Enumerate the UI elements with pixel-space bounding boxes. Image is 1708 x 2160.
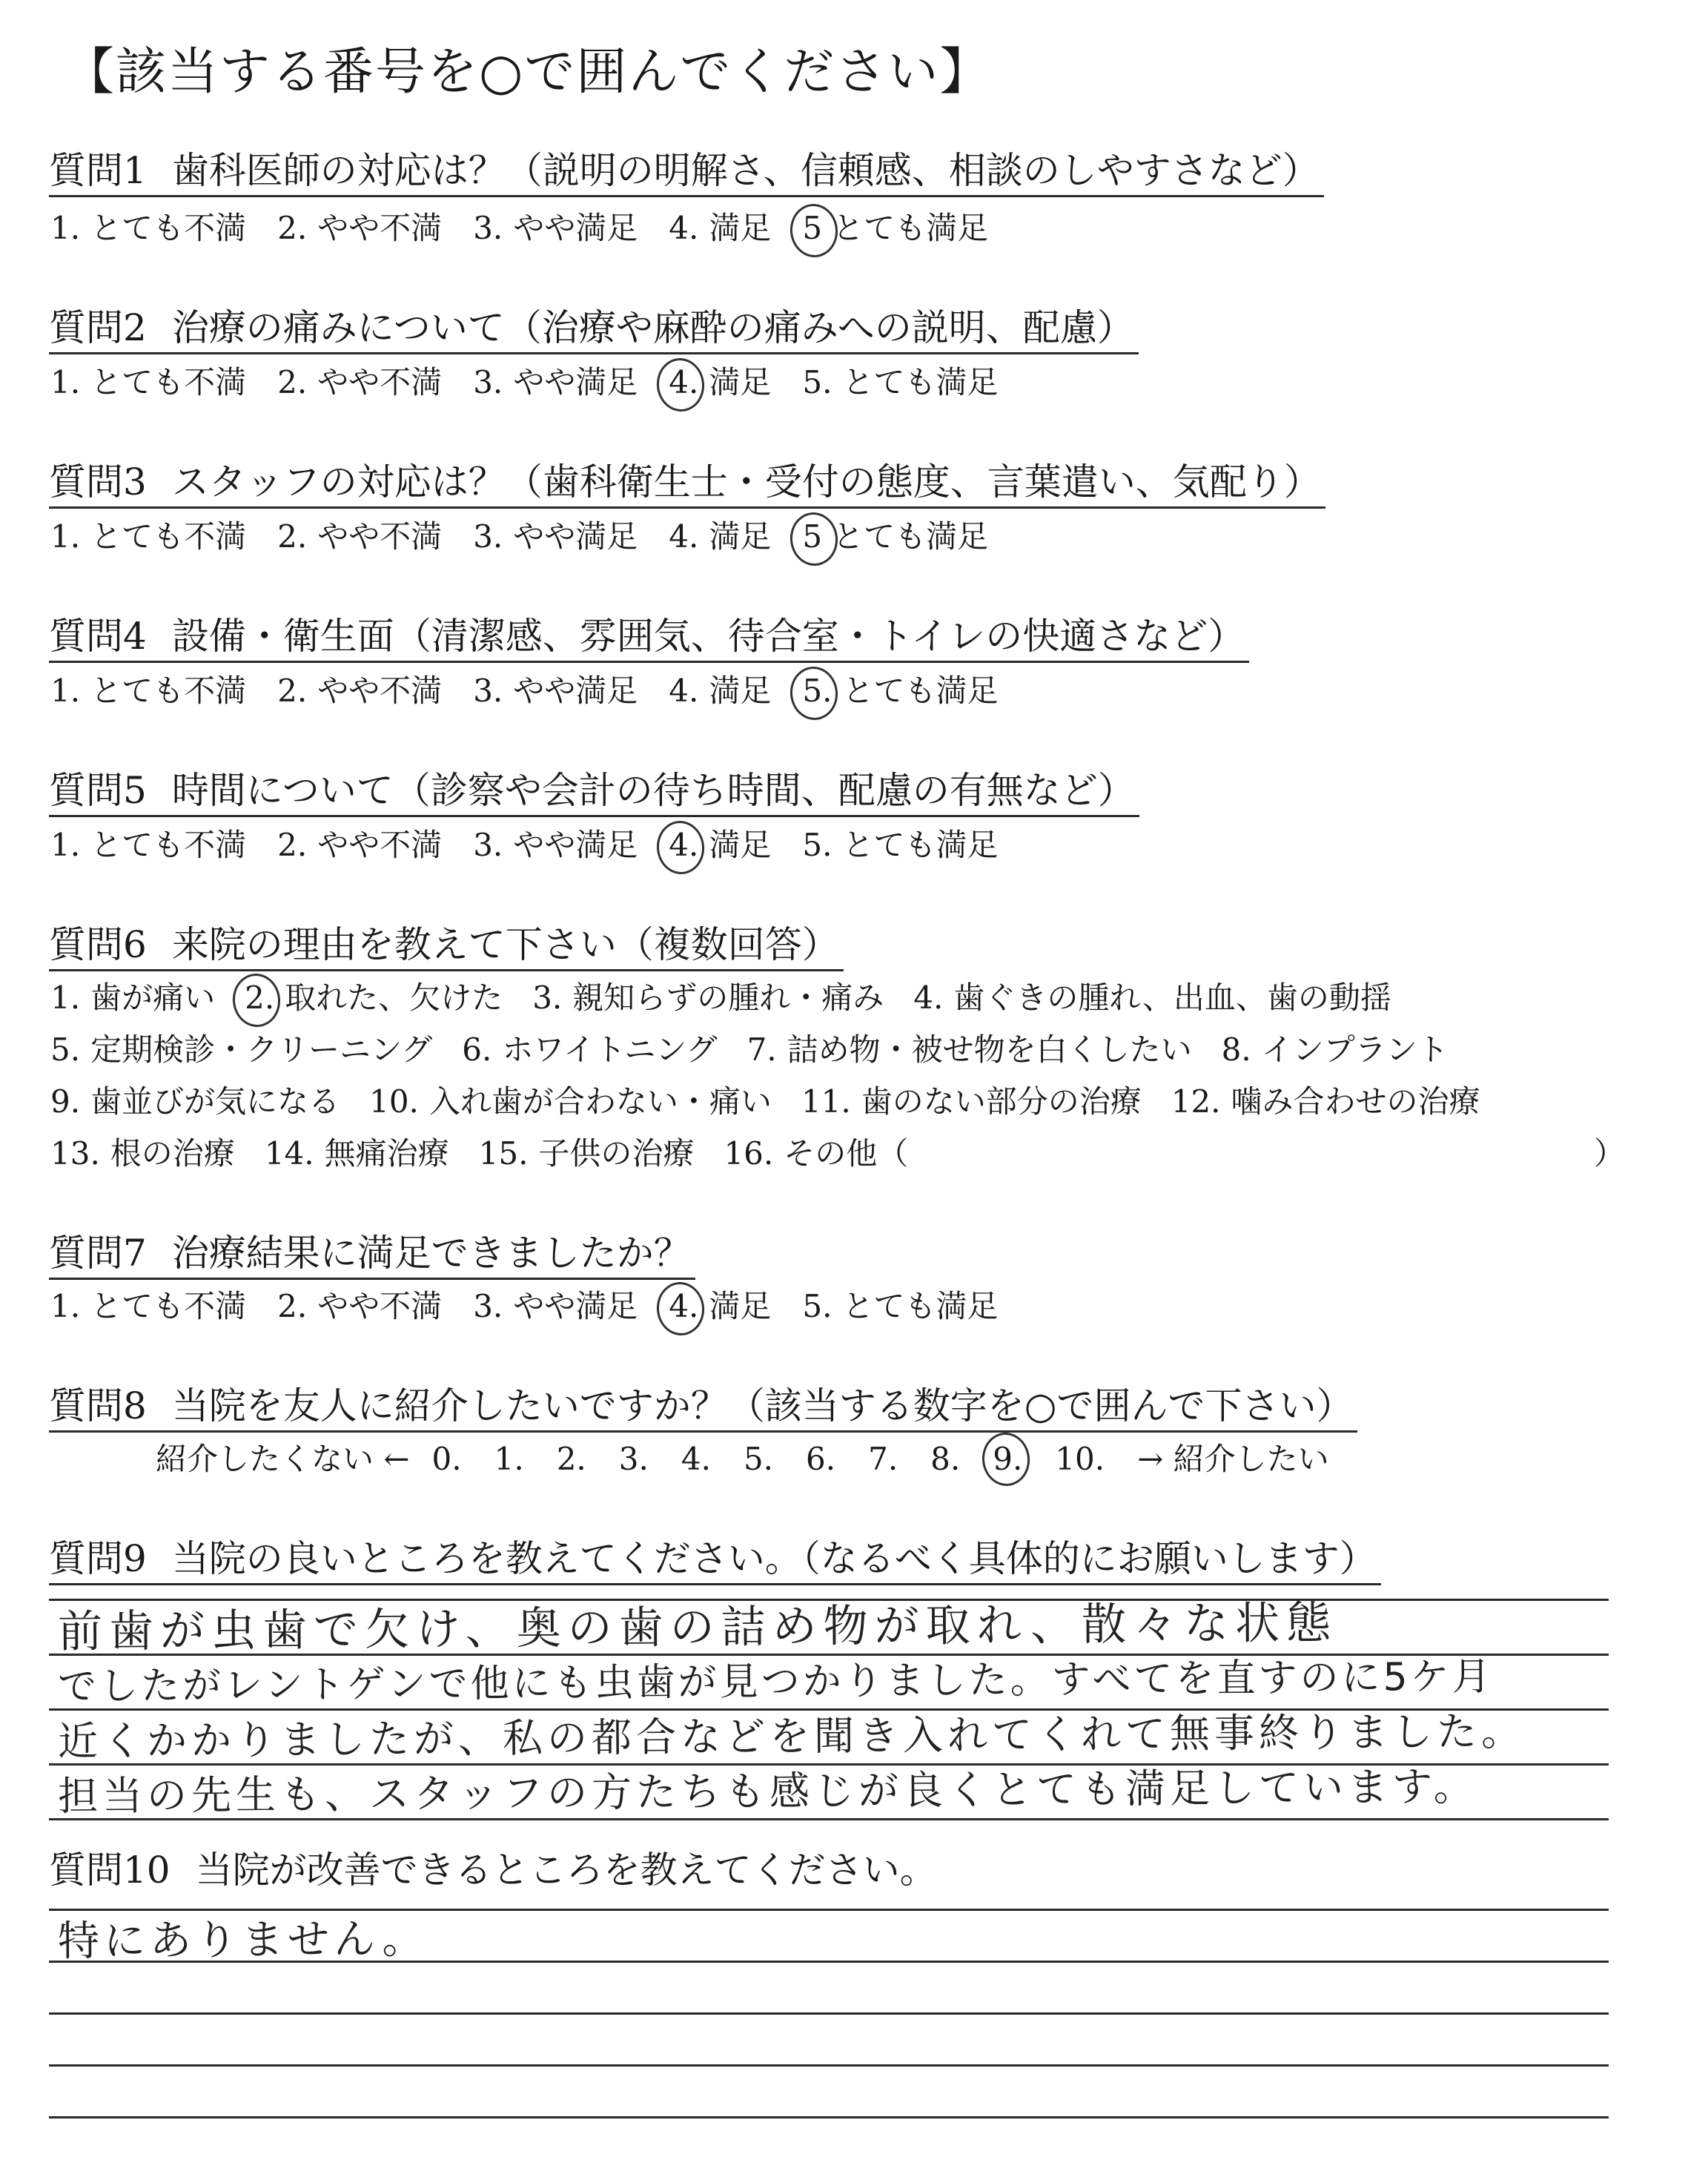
option-5[interactable] xyxy=(802,670,998,712)
question-6-other-close: ） xyxy=(1594,1135,1626,1172)
option-number: 3. xyxy=(473,364,503,400)
option-number-circled: 5 xyxy=(802,210,823,246)
scale-number[interactable]: 2. xyxy=(556,1441,586,1477)
question-10-number: 質問10 xyxy=(49,1849,171,1892)
question-1-title xyxy=(49,148,1324,193)
reason-option-13[interactable] xyxy=(50,1133,235,1175)
option-label: ホワイトニング xyxy=(502,1031,718,1068)
reason-option-8[interactable] xyxy=(1222,1029,1449,1071)
reason-option-14[interactable] xyxy=(265,1133,449,1175)
question-2-text: 治療の痛みについて（治療や麻酔の痛みへの説明、配慮） xyxy=(171,306,1134,349)
option-label: とても不満 xyxy=(90,518,247,555)
option-number: 3. xyxy=(473,673,503,709)
question-1-text: 歯科医師の対応は？（説明の明解さ、信頼感、相談のしやすさなど） xyxy=(171,149,1320,192)
option-3[interactable] xyxy=(473,208,638,249)
reason-option-9[interactable] xyxy=(50,1081,340,1123)
option-number: 1. xyxy=(50,980,81,1016)
question-3-options xyxy=(50,516,1019,558)
option-number: 1. xyxy=(50,673,81,709)
option-label: 満足 xyxy=(709,364,772,400)
option-4[interactable] xyxy=(669,362,771,403)
option-2[interactable] xyxy=(277,362,442,403)
option-label: 取れた、欠けた xyxy=(285,980,503,1016)
question-5-options xyxy=(50,825,1029,866)
option-number: 10. xyxy=(369,1083,419,1120)
option-label: やや不満 xyxy=(317,364,443,400)
reason-option-7[interactable] xyxy=(747,1029,1192,1071)
option-number: 3. xyxy=(473,1288,503,1324)
question-3-title xyxy=(49,460,1325,504)
option-label: とても満足 xyxy=(842,827,999,863)
question-8-title xyxy=(49,1384,1357,1428)
scale-number[interactable]: 8. xyxy=(930,1441,961,1477)
option-number: 3. xyxy=(473,827,503,863)
option-label: 満足 xyxy=(709,673,772,709)
scale-number[interactable]: 1. xyxy=(494,1441,524,1477)
option-number: 3. xyxy=(532,980,563,1016)
scale-number[interactable]: 4. xyxy=(681,1441,711,1477)
option-label: とても満足 xyxy=(833,518,989,555)
option-2[interactable] xyxy=(277,1286,442,1327)
question-6-title xyxy=(49,922,844,967)
option-number-circled: 2. xyxy=(245,980,275,1016)
option-number: 3. xyxy=(473,518,503,555)
option-label: 歯が痛い xyxy=(90,980,216,1016)
question-7-number: 質問7 xyxy=(49,1232,147,1275)
option-number: 2. xyxy=(277,518,308,555)
instruction-heading: 【該当する番号を○で囲んでください】 xyxy=(64,43,992,102)
option-number: 2. xyxy=(277,673,308,709)
option-number: 6. xyxy=(462,1031,492,1068)
option-1[interactable] xyxy=(50,208,246,249)
option-label: 定期検診・クリーニング xyxy=(90,1031,433,1068)
option-label: やや満足 xyxy=(513,364,638,400)
option-5[interactable] xyxy=(802,208,988,249)
option-number: 4. xyxy=(669,518,699,555)
option-1[interactable] xyxy=(50,362,246,403)
option-4[interactable] xyxy=(669,1286,771,1327)
reason-option-10[interactable] xyxy=(369,1081,772,1123)
question-9-number: 質問9 xyxy=(49,1537,147,1580)
scale-number[interactable]: 10. xyxy=(1055,1441,1105,1477)
option-label: とても不満 xyxy=(90,364,247,400)
question-6-text: 来院の理由を教えて下さい（複数回答） xyxy=(171,923,839,966)
option-number: 2. xyxy=(277,1288,308,1324)
reason-option-3[interactable] xyxy=(532,977,884,1019)
reason-option-6[interactable] xyxy=(462,1029,717,1071)
scale-right-label: → 紹介したい xyxy=(1137,1441,1329,1477)
option-label: とても満足 xyxy=(833,210,989,246)
reason-option-11[interactable] xyxy=(801,1081,1142,1123)
option-label: とても満足 xyxy=(842,364,999,400)
question-6-row-4 xyxy=(50,1133,938,1175)
question-9-answer-line-3: 近くかかりましたが、私の都合などを聞き入れてくれて無事終りました。 xyxy=(57,1708,1526,1765)
question-7-options xyxy=(50,1286,1029,1327)
question-2-title xyxy=(49,305,1139,350)
option-number: 14. xyxy=(264,1135,314,1172)
question-6-number: 質問6 xyxy=(49,923,147,966)
option-label: その他（ xyxy=(784,1135,909,1172)
option-number-circled: 4. xyxy=(669,1288,699,1324)
option-number-circled: 4. xyxy=(669,827,699,863)
question-8-text: 当院を友人に紹介したいですか？（該当する数字を○で囲んで下さい） xyxy=(171,1384,1354,1427)
option-number: 11. xyxy=(801,1083,851,1120)
question-6-row-2 xyxy=(50,1029,1478,1071)
reason-option-4[interactable] xyxy=(913,977,1391,1019)
option-number: 8. xyxy=(1221,1031,1251,1068)
question-5-text: 時間について（診察や会計の待ち時間、配慮の有無など） xyxy=(171,769,1135,812)
scale-number[interactable]: 6. xyxy=(806,1441,836,1477)
option-label: やや不満 xyxy=(317,210,443,246)
option-label: やや不満 xyxy=(317,827,443,863)
option-number-circled: 4. xyxy=(669,364,699,400)
question-4-text: 設備・衛生面（清潔感、雰囲気、待合室・トイレの快適さなど） xyxy=(171,615,1245,658)
option-number: 5. xyxy=(802,827,833,863)
question-3-number: 質問3 xyxy=(49,460,147,503)
option-label: とても不満 xyxy=(90,210,247,246)
option-number: 1. xyxy=(50,1288,81,1324)
option-5[interactable] xyxy=(802,825,998,866)
option-2[interactable] xyxy=(277,516,442,558)
question-7-title xyxy=(49,1231,695,1275)
question-6-row-1 xyxy=(50,977,1421,1019)
question-2-options xyxy=(50,362,1029,403)
option-2[interactable] xyxy=(277,208,442,249)
option-label: とても不満 xyxy=(90,827,247,863)
option-number: 5. xyxy=(802,364,833,400)
option-label: 歯のない部分の治療 xyxy=(861,1083,1142,1120)
option-number: 3. xyxy=(473,210,503,246)
option-number: 2. xyxy=(277,210,308,246)
question-2-number: 質問2 xyxy=(49,306,147,349)
answer-line xyxy=(49,1909,1609,1911)
option-label: 無痛治療 xyxy=(324,1135,449,1172)
question-5-title xyxy=(49,768,1139,813)
option-number: 1. xyxy=(50,210,81,246)
option-1[interactable] xyxy=(50,516,246,558)
option-4[interactable] xyxy=(669,516,771,558)
option-4[interactable] xyxy=(669,670,771,712)
option-5[interactable] xyxy=(802,516,988,558)
question-7-text: 治療結果に満足できましたか？ xyxy=(171,1232,691,1275)
question-1-options xyxy=(50,208,1019,249)
option-number: 5. xyxy=(802,1288,833,1324)
option-label: やや満足 xyxy=(513,518,638,555)
option-label: 満足 xyxy=(709,518,772,555)
question-3-text: スタッフの対応は？（歯科衛生士・受付の態度、言葉遣い、気配り） xyxy=(171,460,1321,503)
option-label: とても満足 xyxy=(842,673,999,709)
option-2[interactable] xyxy=(277,670,442,712)
option-2[interactable] xyxy=(277,825,442,866)
question-5-number: 質問5 xyxy=(49,769,147,812)
option-4[interactable] xyxy=(669,825,771,866)
option-label: とても不満 xyxy=(90,673,247,709)
option-label: 噛み合わせの治療 xyxy=(1231,1083,1480,1120)
question-6-row-3 xyxy=(50,1081,1510,1123)
reason-option-15[interactable] xyxy=(479,1133,695,1175)
question-4-number: 質問4 xyxy=(49,615,147,658)
option-label: 入れ歯が合わない・痛い xyxy=(428,1083,772,1120)
question-9-text: 当院の良いところを教えてください。（なるべく具体的にお願いします） xyxy=(171,1537,1377,1580)
question-10-title xyxy=(49,1848,941,1892)
option-label: 子供の治療 xyxy=(538,1135,695,1172)
reason-option-1[interactable] xyxy=(50,977,215,1019)
question-10-answer-line-1: 特にありません。 xyxy=(57,1915,428,1966)
option-1[interactable] xyxy=(50,825,246,866)
option-label: 歯ぐきの腫れ、出血、歯の動揺 xyxy=(953,980,1391,1016)
option-label: やや満足 xyxy=(513,827,638,863)
option-1[interactable] xyxy=(50,670,246,712)
scale-number[interactable]: 7. xyxy=(868,1441,898,1477)
option-label: やや満足 xyxy=(513,1288,638,1324)
option-number: 4. xyxy=(669,673,699,709)
option-5[interactable] xyxy=(802,362,998,403)
question-8-number: 質問8 xyxy=(49,1384,147,1427)
option-number: 1. xyxy=(50,364,81,400)
option-3[interactable] xyxy=(473,825,638,866)
option-number: 9. xyxy=(50,1083,81,1120)
reason-option-12[interactable] xyxy=(1171,1081,1480,1123)
option-number: 12. xyxy=(1171,1083,1221,1120)
option-1[interactable] xyxy=(50,1286,246,1327)
option-label: やや満足 xyxy=(513,210,638,246)
option-number-circled: 5 xyxy=(802,518,823,555)
option-label: 歯並びが気になる xyxy=(90,1083,340,1120)
option-label: 満足 xyxy=(709,827,772,863)
option-number: 4. xyxy=(669,210,699,246)
option-label: 親知らずの腫れ・痛み xyxy=(572,980,884,1016)
option-3[interactable] xyxy=(473,516,638,558)
answer-line xyxy=(49,2116,1609,2118)
scale-number[interactable]: 0. xyxy=(431,1441,462,1477)
question-4-options xyxy=(50,670,1029,712)
scale-left-label: 紹介したくない ← xyxy=(156,1441,410,1477)
option-3[interactable] xyxy=(473,670,638,712)
option-5[interactable] xyxy=(802,1286,998,1327)
option-number: 7. xyxy=(747,1031,777,1068)
option-number: 1. xyxy=(50,518,81,555)
reason-option-16[interactable] xyxy=(724,1133,908,1175)
question-9-answer-line-1: 前歯が虫歯で欠け、奥の歯の詰め物が取れ、散々な状態 xyxy=(57,1596,1338,1658)
option-label: 根の治療 xyxy=(110,1135,235,1172)
option-label: 満足 xyxy=(709,1288,772,1324)
question-9-answer-line-4: 担当の先生も、スタッフの方たちも感じが良くとても満足しています。 xyxy=(57,1763,1478,1820)
option-label: とても不満 xyxy=(90,1288,247,1324)
option-number: 2. xyxy=(277,827,308,863)
option-label: 詰め物・被せ物を白くしたい xyxy=(787,1031,1192,1068)
question-9-answer-line-2: でしたがレントゲンで他にも虫歯が見つかりました。すべてを直すのに5ケ月 xyxy=(57,1654,1494,1709)
question-4-title xyxy=(49,614,1249,658)
option-number: 13. xyxy=(50,1135,100,1172)
option-number: 1. xyxy=(50,827,81,863)
option-label: とても満足 xyxy=(842,1288,999,1324)
option-number: 16. xyxy=(724,1135,774,1172)
option-label: インプラント xyxy=(1261,1031,1449,1068)
scale-number-circled[interactable]: 9. xyxy=(993,1439,1022,1480)
option-label: やや不満 xyxy=(317,673,443,709)
option-3[interactable] xyxy=(473,1286,638,1327)
answer-line xyxy=(49,2012,1609,2015)
option-4[interactable] xyxy=(669,208,771,249)
question-9-title xyxy=(49,1536,1381,1581)
option-label: やや不満 xyxy=(317,518,443,555)
scale-number[interactable]: 3. xyxy=(618,1441,649,1477)
option-number: 2. xyxy=(277,364,308,400)
option-number-circled: 5. xyxy=(802,673,833,709)
answer-line xyxy=(49,2064,1609,2067)
option-label: やや満足 xyxy=(513,673,638,709)
option-number: 15. xyxy=(478,1135,529,1172)
option-label: 満足 xyxy=(709,210,772,246)
question-8-scale xyxy=(156,1439,1329,1480)
option-label: やや不満 xyxy=(317,1288,443,1324)
scale-number[interactable]: 5. xyxy=(743,1441,774,1477)
option-number: 4. xyxy=(913,980,944,1016)
option-number: 5. xyxy=(50,1031,81,1068)
reason-option-5[interactable] xyxy=(50,1029,432,1071)
option-3[interactable] xyxy=(473,362,638,403)
reason-option-2[interactable] xyxy=(245,977,503,1019)
question-1-number: 質問1 xyxy=(49,149,147,192)
question-10-text: 当院が改善できるところを教えてください。 xyxy=(195,1849,937,1892)
